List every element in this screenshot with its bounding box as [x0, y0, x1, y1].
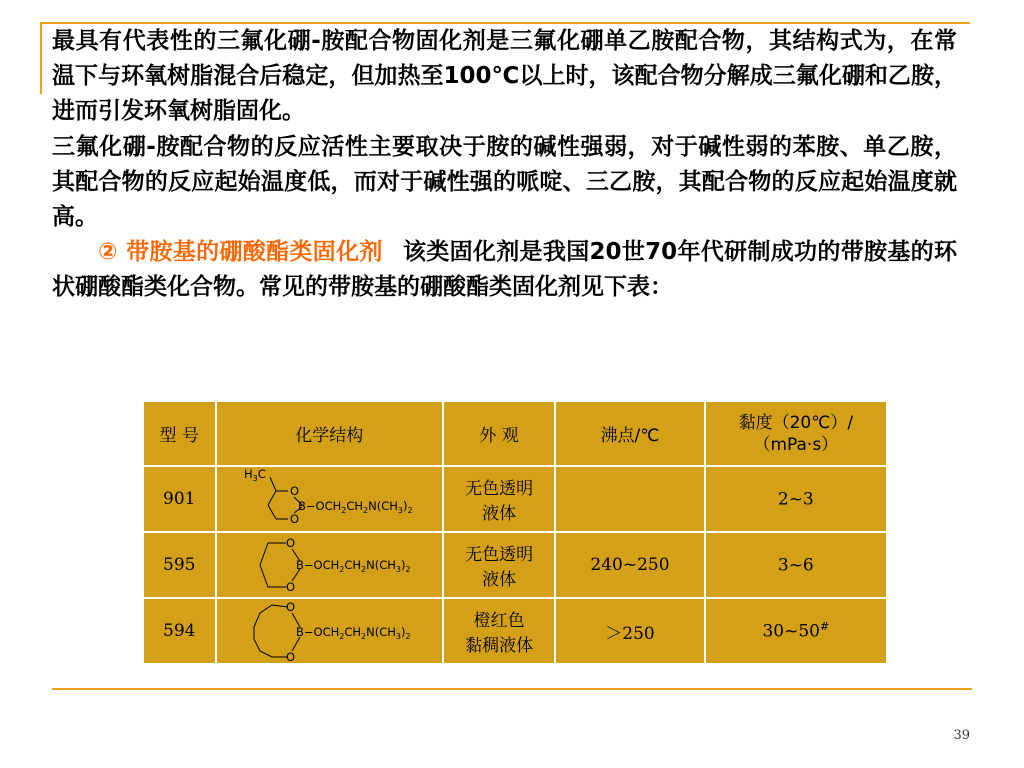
- header-viscosity: [705, 401, 887, 466]
- header-boiling-point: 沸点/℃: [555, 401, 704, 466]
- appearance-line1: 橙红色: [473, 611, 525, 631]
- appearance-line1: 无色透明: [465, 545, 534, 565]
- paragraph-reactivity: 三氟化硼-胺配合物的反应活性主要取决于胺的碱性强弱，对于碱性弱的苯胺、单乙胺，其配合物的反应起始温度低，而对于碱性强的哌啶、三乙胺，其配合物的反应起始温度就高。: [52, 133, 957, 231]
- appearance-line2: 液体: [482, 570, 517, 590]
- structure-595-diagram: [224, 533, 434, 597]
- cell-viscosity: [705, 532, 887, 598]
- table-row: [143, 598, 887, 664]
- cell-model: 594: [143, 598, 216, 664]
- page-number: 39: [953, 728, 970, 743]
- cell-model: 901: [143, 466, 216, 532]
- curing-agent-table: [142, 400, 888, 665]
- struct-text: O: [286, 536, 296, 550]
- slide-body-text: [52, 24, 957, 306]
- cell-appearance: [443, 532, 555, 598]
- table-row: [143, 466, 887, 532]
- appearance-line1: 无色透明: [465, 479, 534, 499]
- cell-viscosity: [705, 466, 887, 532]
- viscosity-footnote-mark: #: [819, 620, 830, 634]
- struct-text: O: [286, 600, 296, 614]
- cell-appearance: [443, 466, 555, 532]
- struct-text: $B-OCH_2CH_2N(CH_3)_2$: [296, 625, 411, 641]
- cell-viscosity: [705, 598, 887, 664]
- left-rule: [40, 22, 42, 94]
- table-row: [143, 532, 887, 598]
- struct-text: O: [286, 650, 296, 663]
- header-structure: 化学结构: [216, 401, 443, 466]
- header-model: 型 号: [143, 401, 216, 466]
- paragraph-borate-intro: [52, 235, 957, 305]
- structure-594-diagram: [224, 599, 434, 663]
- structure-901-diagram: [224, 467, 434, 531]
- section-heading: ② 带胺基的硼酸酯类固化剂: [98, 239, 383, 266]
- cell-structure: [216, 466, 443, 532]
- cell-model: 595: [143, 532, 216, 598]
- cell-boiling-point: 240~250: [555, 532, 704, 598]
- table-header-row: [143, 401, 887, 466]
- viscosity-value: 2~3: [777, 489, 814, 510]
- header-viscosity-line2: （mPa·s）: [753, 434, 839, 455]
- struct-text: $H_3C$: [244, 467, 266, 483]
- paragraph-bf3-amine: 最具有代表性的三氟化硼-胺配合物固化剂是三氟化硼单乙胺配合物，其结构式为，在常温下与环氧树脂混合后稳定，但加热至100℃以上时，该配合物分解成三氟化硼和乙胺，进而引发环氧树脂固化。: [52, 28, 957, 125]
- header-viscosity-line1: 黏度（20℃）/: [738, 412, 854, 433]
- bottom-rule: [52, 688, 972, 690]
- cell-boiling-point: [555, 466, 704, 532]
- viscosity-value: 3~6: [777, 555, 814, 576]
- cell-structure: [216, 532, 443, 598]
- viscosity-value: 30~50: [762, 621, 820, 642]
- cell-boiling-point: ＞250: [555, 598, 704, 664]
- paragraph-borate-text: 该类固化剂是我国20世70年代研制成功的带胺基的环状硼酸酯类化合物。常见的带胺基的硼酸酯类固化剂见下表：: [52, 239, 958, 301]
- appearance-line2: 液体: [482, 504, 517, 524]
- struct-text: $B-OCH_2CH_2N(CH_3)_2$: [296, 558, 411, 574]
- cell-appearance: [443, 598, 555, 664]
- header-appearance: 外 观: [443, 401, 555, 466]
- struct-text: O: [286, 580, 296, 594]
- struct-text: $B-OCH_2CH_2N(CH_3)_2$: [298, 499, 413, 515]
- struct-text: O: [290, 484, 300, 498]
- cell-structure: [216, 598, 443, 664]
- appearance-line2: 黏稠液体: [465, 636, 534, 656]
- struct-text: O: [290, 512, 300, 526]
